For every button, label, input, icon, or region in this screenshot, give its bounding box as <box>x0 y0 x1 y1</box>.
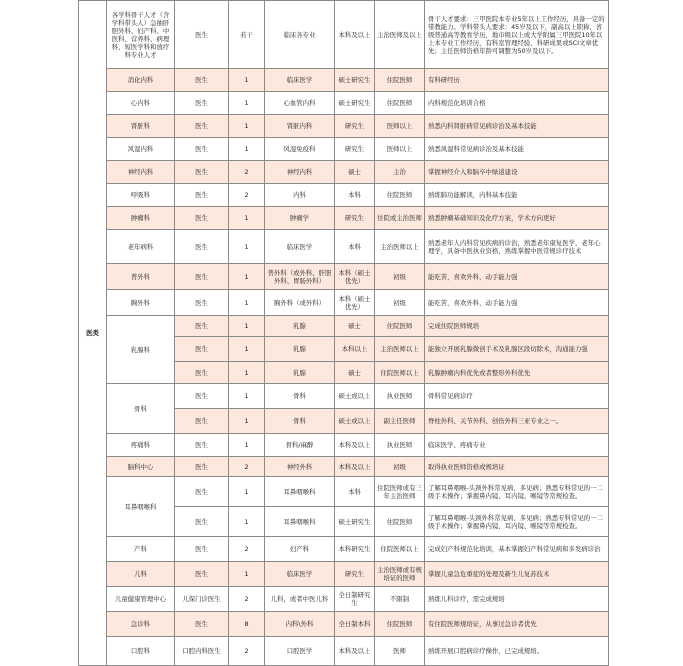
num-cell: 2 <box>229 184 265 207</box>
type-cell: 儿保门诊医生 <box>175 587 229 612</box>
edu-cell: 本科及以上 <box>335 457 375 477</box>
type-cell: 医生 <box>175 477 229 507</box>
major-cell: 胸外科（或外科） <box>265 290 335 316</box>
category-label: 医类 <box>86 329 99 337</box>
dept-cell: 肾脏科 <box>107 115 175 138</box>
req-cell: 掌握儿童急危重症的处理及新生儿复苏技术 <box>425 562 609 587</box>
num-cell: 1 <box>229 264 265 290</box>
title-cell: 执业医师 <box>375 434 425 457</box>
table-row <box>79 457 609 477</box>
major-cell: 骨科/麻醉 <box>265 434 335 457</box>
req-cell: 熟练儿科诊疗，需完成规培 <box>425 587 609 612</box>
type-cell: 医生 <box>175 92 229 115</box>
major-cell: 妇产科 <box>265 537 335 562</box>
dept-cell: 胸外科 <box>107 290 175 316</box>
title-cell: 住院医师以上 <box>375 362 425 384</box>
req-cell: 熟悉老年人内科常见疾病的诊治，熟悉老年康复医学，老年心理学，具备中医执业资格，熟练掌握中医常规诊疗技术 <box>425 230 609 264</box>
table-row <box>79 612 609 637</box>
type-cell: 医生 <box>175 507 229 537</box>
recruitment-table <box>78 0 609 666</box>
edu-cell: 本科及以上 <box>335 637 375 666</box>
title-cell: 住院医师 <box>375 316 425 337</box>
table-row <box>79 115 609 138</box>
req-cell: 有住院医师规培证，从事过急诊者优先 <box>425 612 609 637</box>
num-cell: 1 <box>229 507 265 537</box>
major-cell: 心血管内科 <box>265 92 335 115</box>
req-cell: 完成妇产科规范化培训，基本掌握妇产科常见病和多发病诊治 <box>425 537 609 562</box>
major-cell: 乳腺 <box>265 362 335 384</box>
num-cell: 1 <box>229 409 265 434</box>
major-cell: 肾脏内科 <box>265 115 335 138</box>
table-row <box>79 477 609 507</box>
title-cell: 住院医师以上 <box>375 537 425 562</box>
table-row <box>79 316 609 337</box>
dept-cell: 心内科 <box>107 92 175 115</box>
dept-cell: 风湿内科 <box>107 138 175 161</box>
req-cell: 熟练肺功能解读，内科基本技能 <box>425 184 609 207</box>
dept-cell: 耳鼻咽喉科 <box>107 477 175 537</box>
req-cell: 骨科常见病诊疗 <box>425 384 609 409</box>
title-cell: 住院医师 <box>375 92 425 115</box>
title-cell: 医师以上 <box>375 138 425 161</box>
req-cell: 乳腺肿瘤内科优先或者整形外科优先 <box>425 362 609 384</box>
title-cell: 主治 <box>375 161 425 184</box>
major-cell: 风湿免疫科 <box>265 138 335 161</box>
req-cell: 熟练开展口腔病诊疗操作，已完成规培。 <box>425 637 609 666</box>
title-cell: 不限制 <box>375 587 425 612</box>
table-row <box>79 290 609 316</box>
num-cell: 1 <box>229 290 265 316</box>
num-cell: 1 <box>229 92 265 115</box>
table-row <box>79 384 609 409</box>
type-cell: 医生 <box>175 207 229 230</box>
edu-cell: 本科以上 <box>335 337 375 362</box>
num-cell: 1 <box>229 384 265 409</box>
table-row <box>79 161 609 184</box>
edu-cell: 硕士或以上 <box>335 384 375 409</box>
dept-cell: 骨科 <box>107 384 175 434</box>
req-cell: 脊柱外科、关节外科、创伤外科三亚专业之一。 <box>425 409 609 434</box>
req-cell: 有科研经历 <box>425 69 609 92</box>
major-cell: 耳鼻咽喉科 <box>265 507 335 537</box>
dept-cell: 脑科中心 <box>107 457 175 477</box>
req-cell: 完成住院医师规培 <box>425 316 609 337</box>
req-cell: 掌握神经介入和脑卒中绿道建设 <box>425 161 609 184</box>
title-cell: 初级 <box>375 290 425 316</box>
recruitment-table-page <box>78 0 608 655</box>
major-cell: 儿科，或者中医儿科 <box>265 587 335 612</box>
edu-cell: 研究生 <box>335 115 375 138</box>
dept-cell: 呼吸科 <box>107 184 175 207</box>
table-row <box>79 637 609 666</box>
table-row <box>79 562 609 587</box>
title-cell: 初级 <box>375 264 425 290</box>
major-cell: 临床医学 <box>265 562 335 587</box>
req-cell: 了解耳鼻咽喉-头颈外科常见病、多见病；熟悉专科常见的一二级手术操作；掌握鼻内镜、耳内镜、喉镜等常规检查。 <box>425 507 609 537</box>
title-cell: 住院或主治医师 <box>375 207 425 230</box>
num-cell: 若干 <box>229 1 265 69</box>
edu-cell: 硕士研究生 <box>335 92 375 115</box>
req-cell: 能吃苦，喜欢外科，动手能力强 <box>425 290 609 316</box>
title-cell: 初级 <box>375 457 425 477</box>
type-cell: 医生 <box>175 384 229 409</box>
major-cell: 口腔医学 <box>265 637 335 666</box>
major-cell: 内科 <box>265 184 335 207</box>
type-cell: 医生 <box>175 161 229 184</box>
table-row <box>79 537 609 562</box>
num-cell: 2 <box>229 587 265 612</box>
title-cell: 主治医师以上 <box>375 230 425 264</box>
edu-cell: 本科研究生 <box>335 537 375 562</box>
dept-cell: 肿瘤科 <box>107 207 175 230</box>
dept-cell: 消化内科 <box>107 69 175 92</box>
edu-cell: 本科及以上 <box>335 434 375 457</box>
edu-cell: 研究生 <box>335 138 375 161</box>
dept-cell: 急诊科 <box>107 612 175 637</box>
num-cell: 2 <box>229 161 265 184</box>
table-row <box>79 207 609 230</box>
edu-cell: 硕士或以上 <box>335 409 375 434</box>
title-cell: 执业医师 <box>375 384 425 409</box>
num-cell: 1 <box>229 316 265 337</box>
title-cell: 主治医师或有规培证的医师 <box>375 562 425 587</box>
edu-cell: 硕士研究生 <box>335 69 375 92</box>
num-cell: 1 <box>229 230 265 264</box>
table-row <box>79 264 609 290</box>
num-cell: 1 <box>229 362 265 384</box>
edu-cell: 研究生 <box>335 562 375 587</box>
edu-cell: 全日制本科 <box>335 612 375 637</box>
dept-cell: 神经内科 <box>107 161 175 184</box>
type-cell: 医生 <box>175 1 229 69</box>
table-row <box>79 587 609 612</box>
type-cell: 医生 <box>175 362 229 384</box>
type-cell: 医生 <box>175 290 229 316</box>
major-cell: 临床各专业 <box>265 1 335 69</box>
table-row <box>79 230 609 264</box>
req-cell: 熟悉肿瘤基础知识及化疗方案，学术方向更好 <box>425 207 609 230</box>
num-cell: 1 <box>229 207 265 230</box>
major-cell: 耳鼻咽喉科 <box>265 477 335 507</box>
edu-cell: 硕士 <box>335 316 375 337</box>
dept-cell: 儿科 <box>107 562 175 587</box>
dept-cell: 乳腺科 <box>107 316 175 384</box>
type-cell: 医生 <box>175 69 229 92</box>
type-cell: 医生 <box>175 537 229 562</box>
major-cell: 临床医学 <box>265 230 335 264</box>
type-cell: 医生 <box>175 316 229 337</box>
req-cell: 能吃苦，喜欢外科，动手能力强 <box>425 264 609 290</box>
edu-cell: 本科（硕士优先） <box>335 290 375 316</box>
dept-cell: 普外科 <box>107 264 175 290</box>
req-cell: 熟悉内科肾脏病常见病诊治及基本技能 <box>425 115 609 138</box>
req-cell: 了解耳鼻咽喉-头颈外科常见病、多见病；熟悉专科常见的一二级手术操作；掌握鼻内镜、耳内镜、喉镜等常规检查。 <box>425 477 609 507</box>
type-cell: 医生 <box>175 337 229 362</box>
req-cell: 临床医学、疼痛专业 <box>425 434 609 457</box>
major-cell: 骨科 <box>265 409 335 434</box>
title-cell: 主治医师及以上 <box>375 1 425 69</box>
num-cell: 1 <box>229 562 265 587</box>
num-cell: 1 <box>229 69 265 92</box>
num-cell: 1 <box>229 434 265 457</box>
table-row <box>79 1 609 69</box>
num-cell: 1 <box>229 138 265 161</box>
type-cell: 口腔内科医生 <box>175 637 229 666</box>
edu-cell: 本科 <box>335 477 375 507</box>
table-row <box>79 434 609 457</box>
type-cell: 医生 <box>175 264 229 290</box>
req-cell: 内科规范化培训合格 <box>425 92 609 115</box>
num-cell: 8 <box>229 612 265 637</box>
num-cell: 2 <box>229 637 265 666</box>
major-cell: 神经外科 <box>265 457 335 477</box>
dept-cell: 疼痛科 <box>107 434 175 457</box>
table-row <box>79 138 609 161</box>
major-cell: 临床医学 <box>265 69 335 92</box>
major-cell: 肿瘤学 <box>265 207 335 230</box>
req-cell: 骨干人才要求：三甲医院本专业5年以上工作经历，具备一定的带教能力。学科带头人要求：45岁及以下，副高以上职称，省级普通高等教育学历，地市级以上或大学附属三甲医院10年以上本专业工作经历，有科室管理经验、科研成果或SCI文章优先；主任医师资格年龄可调整为50岁及以下。 <box>425 1 609 69</box>
num-cell: 1 <box>229 477 265 507</box>
type-cell: 医生 <box>175 409 229 434</box>
title-cell: 医师以上 <box>375 115 425 138</box>
title-cell: 住院医师 <box>375 612 425 637</box>
title-cell: 医师 <box>375 637 425 666</box>
req-cell: 能独立开展乳腺微创手术及乳腺区段切除术，沟通能力强 <box>425 337 609 362</box>
type-cell: 医生 <box>175 138 229 161</box>
type-cell: 医生 <box>175 230 229 264</box>
num-cell: 2 <box>229 537 265 562</box>
type-cell: 医生 <box>175 184 229 207</box>
num-cell: 1 <box>229 337 265 362</box>
dept-cell: 各学科骨干人才（含学科带头人）急抽肝胆外科、妇产科、中医科、营养科、病理科、短医学科和放疗科专业人才 <box>107 1 175 69</box>
edu-cell: 研究生 <box>335 207 375 230</box>
num-cell: 2 <box>229 457 265 477</box>
type-cell: 医生 <box>175 457 229 477</box>
title-cell: 副主任医师 <box>375 409 425 434</box>
edu-cell: 本科及以上 <box>335 1 375 69</box>
major-cell: 乳腺 <box>265 337 335 362</box>
major-cell: 神经内科 <box>265 161 335 184</box>
table-row <box>79 69 609 92</box>
type-cell: 医生 <box>175 612 229 637</box>
table-row <box>79 184 609 207</box>
title-cell: 主治医师以上 <box>375 337 425 362</box>
table-row <box>79 92 609 115</box>
major-cell: 乳腺 <box>265 316 335 337</box>
dept-cell: 口腔科 <box>107 637 175 666</box>
edu-cell: 硕士 <box>335 362 375 384</box>
type-cell: 医生 <box>175 115 229 138</box>
req-cell: 熟悉风湿科常见病诊治及基本技能 <box>425 138 609 161</box>
edu-cell: 全日制研究生 <box>335 587 375 612</box>
dept-cell: 产科 <box>107 537 175 562</box>
major-cell: 内科\外科 <box>265 612 335 637</box>
num-cell: 1 <box>229 115 265 138</box>
title-cell: 住院医师 <box>375 507 425 537</box>
edu-cell: 本科 <box>335 230 375 264</box>
type-cell: 医生 <box>175 434 229 457</box>
edu-cell: 本科 <box>335 184 375 207</box>
title-cell: 住院医师 <box>375 69 425 92</box>
major-cell: 普外科（或外科、肝胆外科、胃肠外科） <box>265 264 335 290</box>
edu-cell: 硕士研究生 <box>335 507 375 537</box>
title-cell: 住院医师 <box>375 184 425 207</box>
major-cell: 骨科 <box>265 384 335 409</box>
edu-cell: 本科（硕士优先） <box>335 264 375 290</box>
type-cell: 医生 <box>175 562 229 587</box>
dept-cell: 老年病科 <box>107 230 175 264</box>
edu-cell: 硕士 <box>335 161 375 184</box>
req-cell: 取得执业医师资格或规培证 <box>425 457 609 477</box>
category-cell <box>79 1 107 666</box>
title-cell: 住院医师或有三年主治医师 <box>375 477 425 507</box>
dept-cell: 儿童健康管理中心 <box>107 587 175 612</box>
